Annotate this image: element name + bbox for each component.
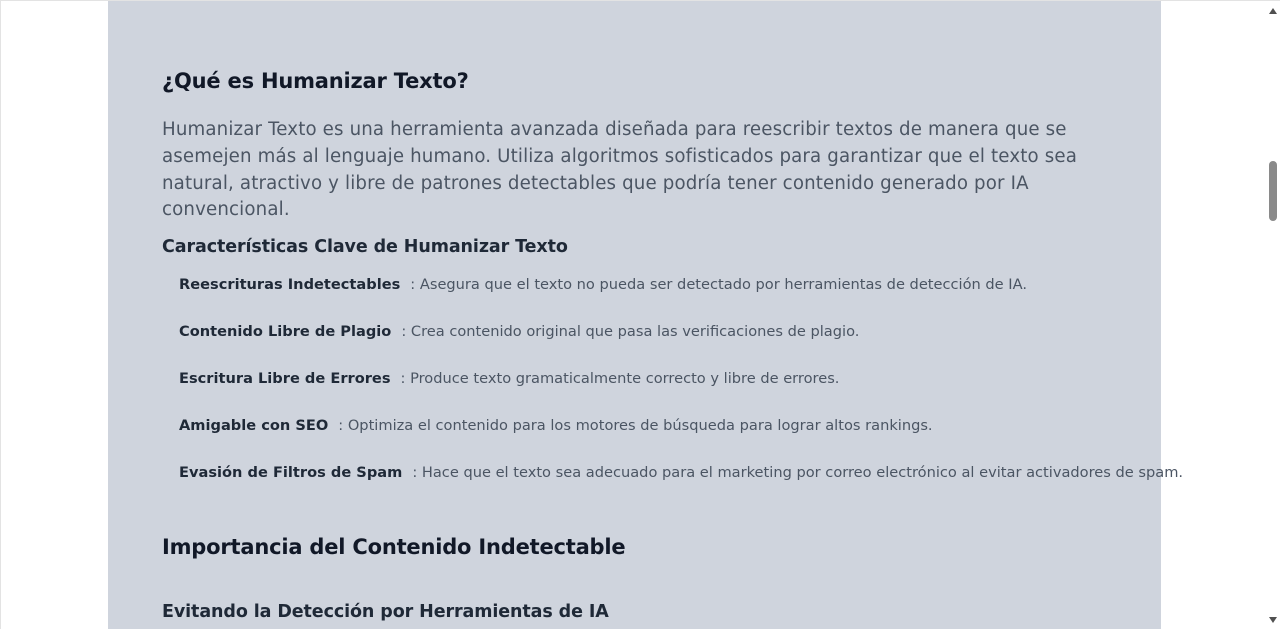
vertical-scrollbar[interactable] xyxy=(1266,1,1280,629)
feature-item xyxy=(179,318,1183,365)
importance-title: Importancia del Contenido Indetectable xyxy=(162,535,626,559)
feature-description: : Asegura que el texto no pueda ser detectado por herramientas de detección de IA. xyxy=(410,276,1027,293)
feature-description: : Optimiza el contenido para los motores de búsqueda para lograr altos rankings. xyxy=(338,417,933,434)
feature-item xyxy=(179,459,1183,506)
feature-name: Reescrituras Indetectables xyxy=(179,276,401,293)
section-title: ¿Qué es Humanizar Texto? xyxy=(162,69,469,93)
feature-item xyxy=(179,271,1183,318)
scrollbar-thumb[interactable] xyxy=(1269,161,1277,221)
feature-description: : Produce texto gramaticalmente correcto y libre de errores. xyxy=(400,370,840,387)
feature-name: Contenido Libre de Plagio xyxy=(179,323,392,340)
scroll-down-icon[interactable] xyxy=(1269,617,1277,623)
feature-description: : Crea contenido original que pasa las verificaciones de plagio. xyxy=(401,323,860,340)
features-title: Características Clave de Humanizar Texto xyxy=(162,237,568,257)
feature-name: Amigable con SEO xyxy=(179,417,329,434)
avoid-detection-title: Evitando la Detección por Herramientas de IA xyxy=(162,602,609,622)
feature-name: Escritura Libre de Errores xyxy=(179,370,391,387)
scroll-up-icon[interactable] xyxy=(1269,8,1277,14)
intro-paragraph: Humanizar Texto es una herramienta avanzada diseñada para reescribir textos de manera que se asemejen más al lenguaje humano. Utiliza algoritmos sofisticados para garantizar que el texto sea natural, atractivo y libre de patrones detectables que podría tener contenido generado por IA convencional. xyxy=(162,119,1077,221)
features-list xyxy=(179,271,1183,506)
feature-description: : Hace que el texto sea adecuado para el marketing por correo electrónico al evitar activadores de spam. xyxy=(412,464,1184,481)
feature-item xyxy=(179,365,1183,412)
feature-item xyxy=(179,412,1183,459)
feature-name: Evasión de Filtros de Spam xyxy=(179,464,403,481)
article-content xyxy=(108,1,1184,629)
